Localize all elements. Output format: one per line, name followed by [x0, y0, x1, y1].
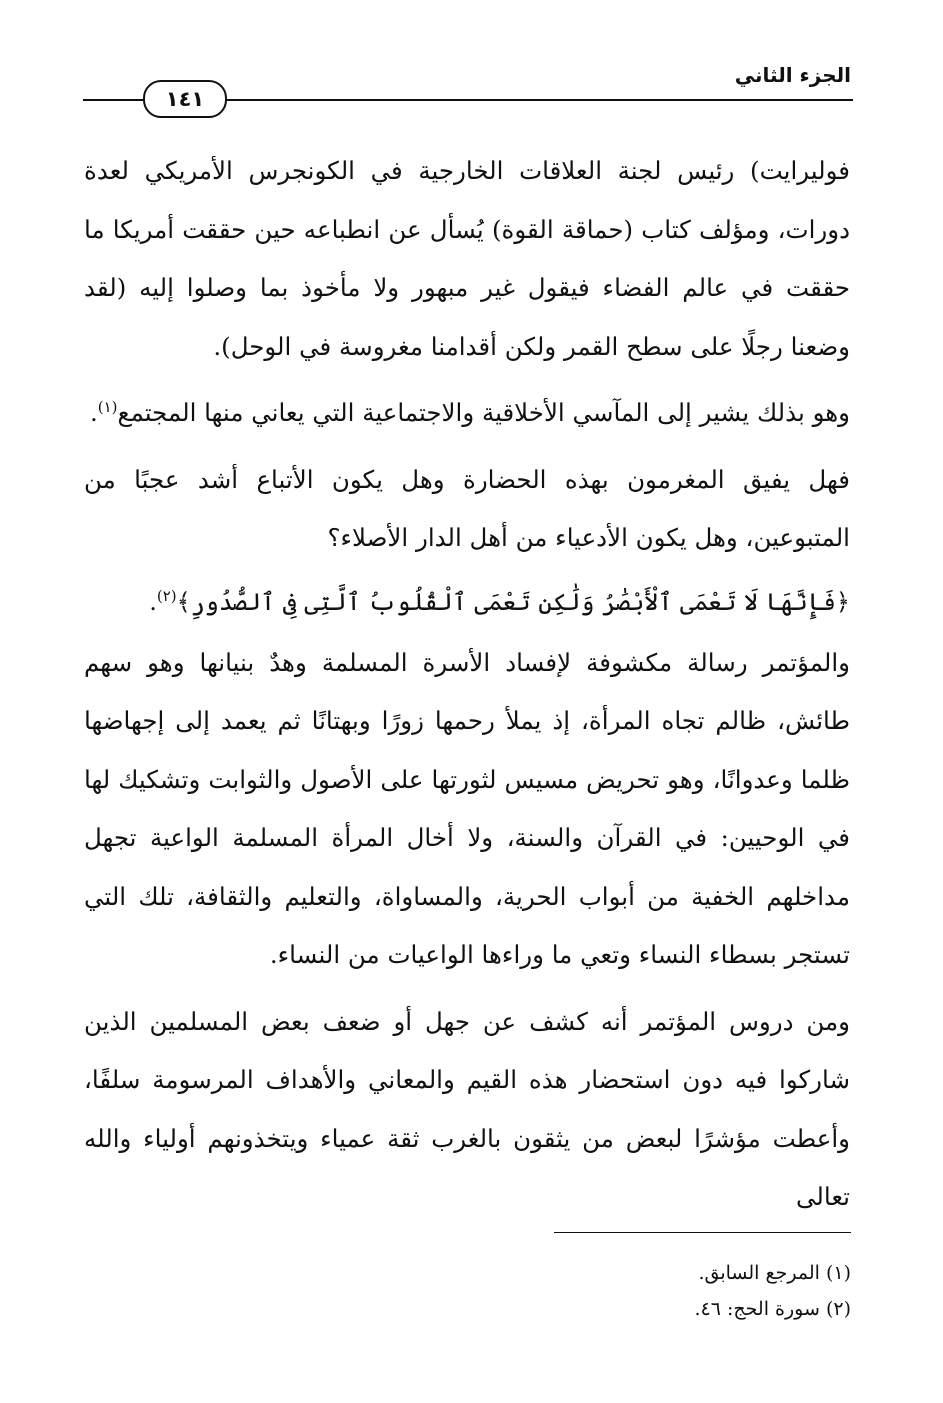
quran-verse — [84, 576, 850, 628]
footnote-2 — [694, 1291, 851, 1327]
quran-verse-end: . — [149, 587, 157, 616]
paragraph-3: فهل يفيق المغرمون بهذه الحضارة وهل يكون الأتباع أشد عجبًا من المتبوعين، وهل يكون الأدعياء من أهل الدار الأصلاء؟ — [84, 464, 850, 552]
page-number-badge: ١٤١ — [143, 80, 227, 118]
main-text — [84, 142, 850, 1227]
footnote-2-text: سورة الحج: ٤٦. — [694, 1298, 820, 1320]
footnote-1 — [694, 1255, 851, 1291]
footnotes — [694, 1255, 851, 1327]
footnote-ref-2: (٢) — [156, 586, 177, 605]
paragraph-1: فوليرايت) رئيس لجنة العلاقات الخارجية في الكونجرس الأمريكي لعدة دورات، ومؤلف كتاب (حماقة القوة) يُسأل عن انطباعه حين حققت أمريكا ما حققت في عالم الفضاء فيقول غير مبهور ولا مأخوذ بما وصلوا إليه (لقد وضعنا رجلًا على سطح القمر ولكن أقدامنا مغروسة في الوحل). — [84, 156, 850, 361]
footnote-separator — [554, 1232, 851, 1233]
running-header-title: الجزء الثاني — [734, 63, 851, 87]
paragraph-2-text: وهو بذلك يشير إلى المآسي الأخلاقية والاجتماعية التي يعاني منها المجتمع — [117, 398, 850, 427]
footnote-1-number: (١) — [825, 1262, 851, 1284]
paragraph-4: والمؤتمر رسالة مكشوفة لإفساد الأسرة المسلمة وهدٌ بنيانها وهو سهم طائش، ظالم تجاه المرأة، إذ يملأ رحمها زورًا وبهتانًا ثم يعمد إلى إجهاضها ظلما وعدوانًا، وهو تحريض مسيس لثورتها على الأصول والثوابت وتشكيك لها في الوحيين: في القرآن والسنة، ولا أخال المرأة المسلمة الواعية تجهل مداخلهم الخفية من أبواب الحرية، والمساواة، والتعليم والثقافة، تلك التي تستجر بسطاء النساء وتعي ما وراءها الواعيات من النساء. — [84, 647, 850, 969]
footnote-ref-1: (١) — [97, 397, 118, 416]
footnote-2-number: (٢) — [825, 1298, 851, 1320]
quran-verse-text: ﴿فَإِنَّهَا لَا تَعْمَى ٱلْأَبْصَٰرُ وَلَٰكِن تَعْمَى ٱلْقُلُوبُ ٱلَّتِى فِى ٱلصُّدُورِ﴾ — [176, 587, 850, 616]
footnote-1-text: المرجع السابق. — [698, 1262, 820, 1284]
paragraph-5: ومن دروس المؤتمر أنه كشف عن جهل أو ضعف بعض المسلمين الذين شاركوا فيه دون استحضار هذه القيم والمعاني والأهداف المرسومة سلفًا، وأعطت مؤشرًا لبعض من يثقون بالغرب ثقة عمياء ويتخذونهم أولياء والله تعالى — [84, 1006, 850, 1211]
paragraph-2-end: . — [89, 398, 98, 427]
paragraph-2 — [84, 384, 850, 443]
